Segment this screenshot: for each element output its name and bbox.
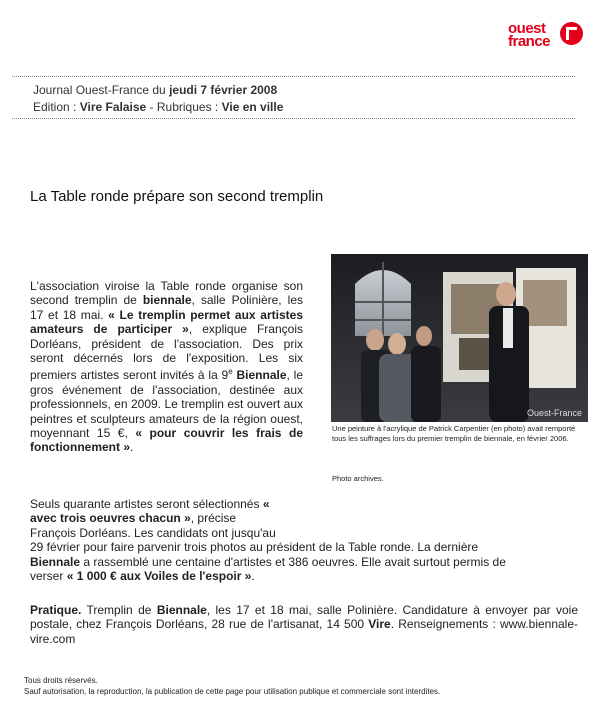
logo-word-1: ouest [508,20,546,37]
edition-name: Vire Falaise [79,100,147,114]
edition-line: Edition : Vire Falaise - Rubriques : Vie en ville [33,100,284,114]
photo-credit: Photo archives. [332,474,384,483]
logo-mark-icon [560,22,583,45]
rubrique-name: Vie en ville [221,100,284,114]
header-top-divider [12,76,575,77]
journal-line: Journal Ouest-France du jeudi 7 février 2008 [33,83,278,97]
journal-date: jeudi 7 février 2008 [169,83,278,97]
article-paragraph-practical: Pratique. Tremplin de Biennale, les 17 et 18 mai, salle Polinière. Candidature à envoyer par voie postale, chez François Dorléans, 28 rue de l'artisanat, 14 500 Vire. Renseignements : www.biennale-vire.com [30,603,579,646]
photo-watermark: Ouest-France [526,408,582,418]
header-bottom-divider [12,118,575,119]
article-paragraph-1: L'association viroise la Table ronde organise son second tremplin de biennale, salle Polinière, les 17 et 18 mai. « Le tremplin permet aux artistes amateurs de participer », explique François Dorléans, président de l'association. Des prix seront décernés lors de l'exposition. Les six premiers artistes seront invités à la 9e Biennale, le gros événement de l'association, destinée aux professionnels, en 2009. Le tremplin est ouvert aux peintres et sculpteurs amateurs de la région ouest, moyennant 15 €, « pour couvrir les frais de fonctionnement ». [30,279,303,455]
photo-caption: Une peinture à l'acrylique de Patrick Carpentier (en photo) avait remporté tous les suffrages lors du premier tremplin de biennale, en février 2006. [332,424,576,443]
photo-scene [331,254,588,422]
article-paragraph-2: Seuls quarante artistes seront sélectionnés « avec trois oeuvres chacun », précise François Dorléans. Les candidats ont jusqu'au 29 février pour faire parvenir trois photos au président de la Table ronde. La dernière Biennale a rassemblé une centaine d'artistes et 386 oeuvres. Elle avait surtout permis de verser « 1 000 € aux Voiles de l'espoir ». [30,497,506,584]
footer-rights: Tous droits réservés. [24,676,98,685]
article-photo [331,254,588,422]
ouest-france-logo [508,20,580,54]
logo-word-2: france [508,33,551,50]
footer-notice: Sauf autorisation, la reproduction, la publication de cette page pour utilisation publique et commerciale sont interdites. [24,687,441,696]
article-title: La Table ronde prépare son second tremplin [30,188,324,205]
